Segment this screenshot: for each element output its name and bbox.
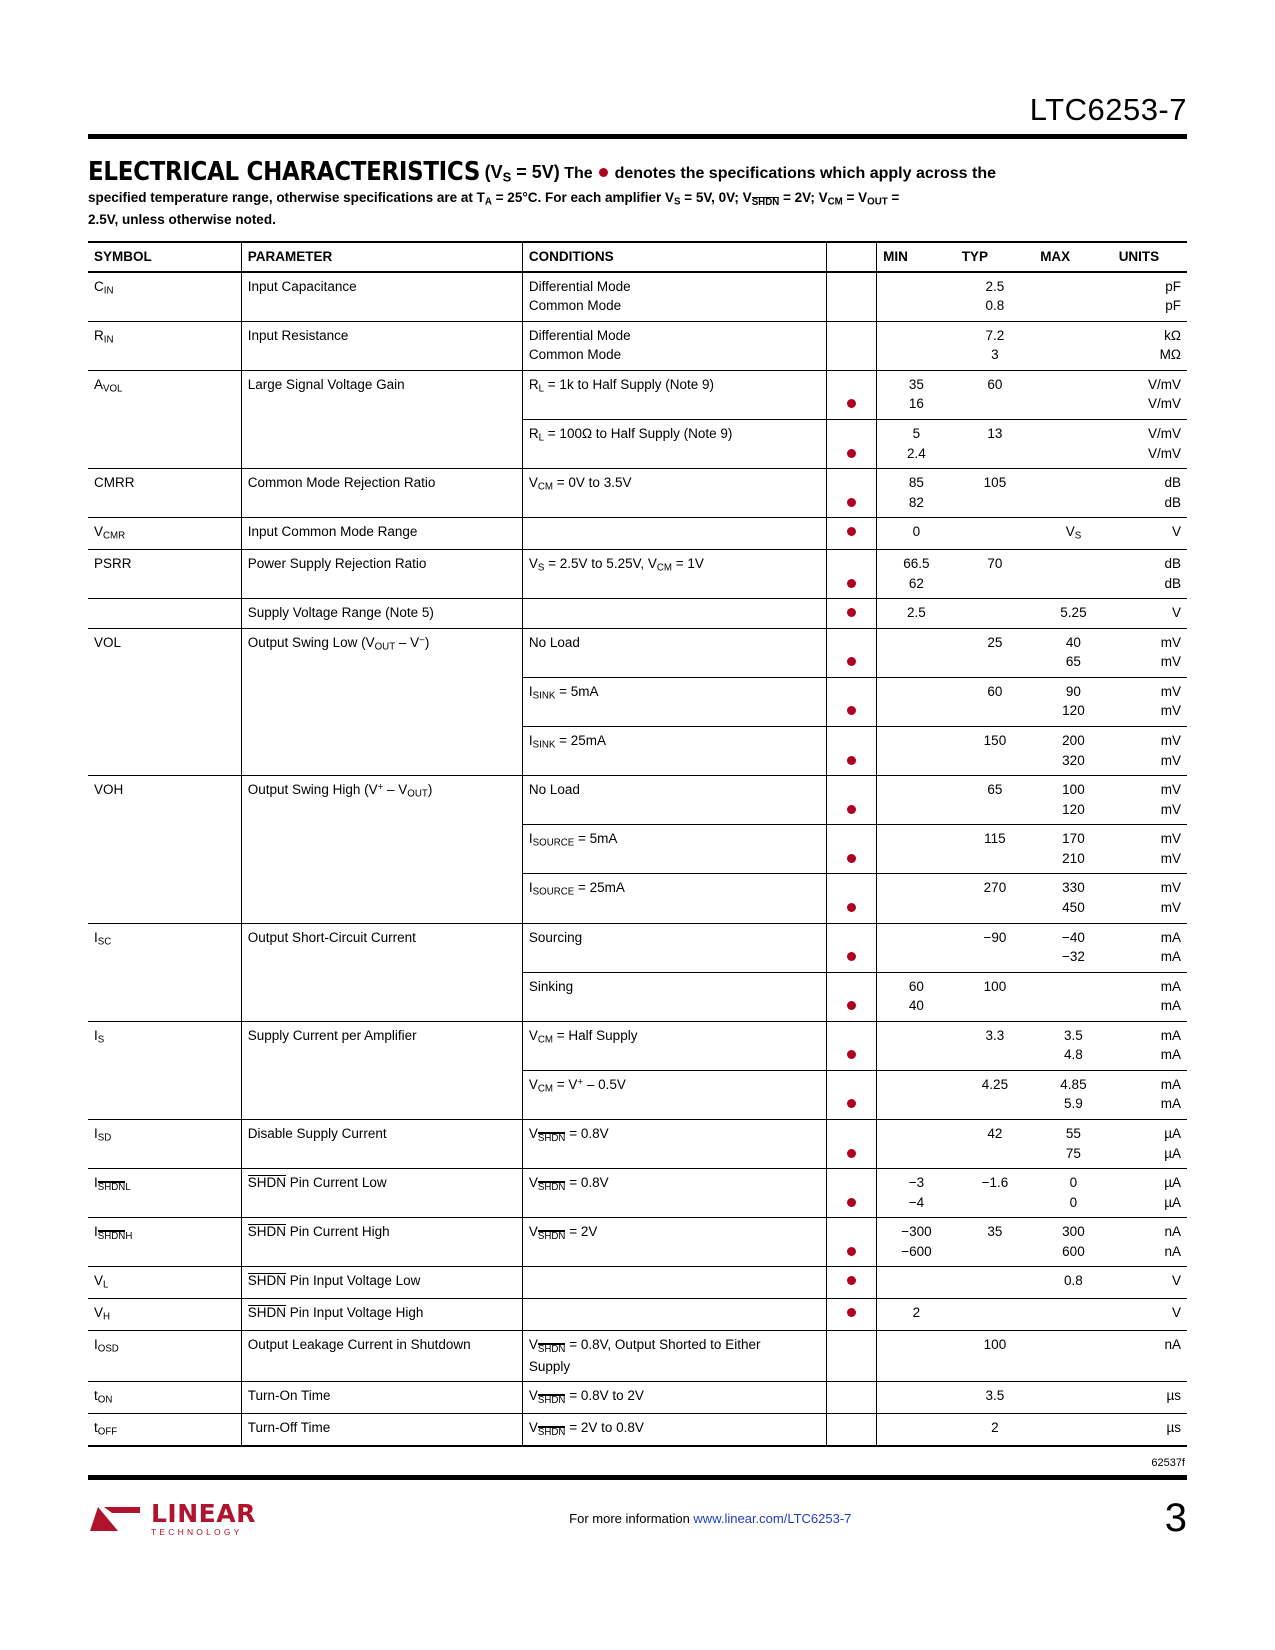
cell-symbol: [88, 874, 241, 923]
cell-dot: [827, 874, 877, 923]
cell-parameter: SHDN Pin Current Low: [241, 1169, 522, 1218]
cell-typ: 65: [956, 776, 1035, 825]
logo-wordmark: LINEAR: [151, 1498, 256, 1528]
cell-units: mA mA: [1113, 972, 1187, 1021]
cell-symbol: $t_{ON}$: [88, 1382, 241, 1414]
cell-min: [877, 727, 956, 776]
cell-dot: [827, 550, 877, 599]
footer-rule: [88, 1475, 1187, 1480]
cell-dot: [827, 1218, 877, 1267]
table-row: [88, 1267, 1187, 1299]
cell-symbol: $C_{IN}$: [88, 272, 241, 322]
cell-max: 3.5 4.8: [1034, 1021, 1113, 1070]
cell-typ: 115: [956, 825, 1035, 874]
cell-symbol: $I_{SC}$: [88, 923, 241, 972]
cell-min: [877, 1267, 956, 1299]
cell-symbol: $t_{OFF}$: [88, 1414, 241, 1445]
cell-typ: 60: [956, 677, 1035, 726]
cell-parameter: SHDN Pin Input Voltage Low: [241, 1267, 522, 1299]
cell-symbol: VOH: [88, 776, 241, 825]
cell-min: 66.5 62: [877, 550, 956, 599]
cell-max: [1034, 1414, 1113, 1445]
cell-units: kΩ MΩ: [1113, 321, 1187, 370]
cell-max: 55 75: [1034, 1120, 1113, 1169]
cell-units: mA mA: [1113, 923, 1187, 972]
cell-conditions: $V_{SHDN} = 0.8V$ to 2V: [522, 1382, 826, 1414]
cell-max: [1034, 1382, 1113, 1414]
cell-min: [877, 628, 956, 677]
linear-technology-logo: [88, 1498, 256, 1537]
cell-symbol: [88, 727, 241, 776]
cell-conditions: [522, 1267, 826, 1299]
spec-dot-icon: [847, 1149, 856, 1158]
cell-conditions: [522, 518, 826, 550]
cell-max: [1034, 272, 1113, 322]
cell-max: 0 0: [1034, 1169, 1113, 1218]
cell-conditions: $V_{SHDN} = 2V$: [522, 1218, 826, 1267]
table-bottom-rule: [88, 1445, 1187, 1447]
cell-units: µA µA: [1113, 1169, 1187, 1218]
cell-dot: [827, 1299, 877, 1331]
table-row: [88, 628, 1187, 677]
cell-dot: [827, 1120, 877, 1169]
spec-dot-icon: [847, 1247, 856, 1256]
cell-max: [1034, 972, 1113, 1021]
cell-conditions: $I_{SINK} = 5mA$: [522, 677, 826, 726]
cell-symbol: $V_H$: [88, 1299, 241, 1331]
cell-parameter: [241, 677, 522, 726]
spec-dot-icon: [847, 579, 856, 588]
cell-min: 60 40: [877, 972, 956, 1021]
table-row: [88, 825, 1187, 874]
cell-dot: [827, 469, 877, 518]
table-row: [88, 1218, 1187, 1267]
cell-symbol: $I_S$: [88, 1021, 241, 1070]
spec-dot-icon: [847, 952, 856, 961]
cell-symbol: [88, 599, 241, 629]
cell-symbol: [88, 677, 241, 726]
cell-min: [877, 825, 956, 874]
cell-conditions: $V_{CM}$ = Half Supply: [522, 1021, 826, 1070]
cell-typ: 2: [956, 1414, 1035, 1445]
cell-parameter: [241, 972, 522, 1021]
cell-max: [1034, 420, 1113, 469]
cell-dot: [827, 1267, 877, 1299]
cell-max: 300 600: [1034, 1218, 1113, 1267]
header-rule: [88, 134, 1187, 139]
cell-dot: [827, 370, 877, 419]
cell-typ: [956, 1299, 1035, 1331]
cell-parameter: Large Signal Voltage Gain: [241, 370, 522, 419]
cell-dot: [827, 1414, 877, 1445]
cell-max: [1034, 1331, 1113, 1382]
cell-typ: 3.3: [956, 1021, 1035, 1070]
cell-symbol: $V_L$: [88, 1267, 241, 1299]
cell-symbol: $I_{OSD}$: [88, 1331, 241, 1382]
cell-typ: 3.5: [956, 1382, 1035, 1414]
cell-conditions: $V_S = 2.5V$ to 5.25V, $V_{CM} = 1V$: [522, 550, 826, 599]
cell-typ: 13: [956, 420, 1035, 469]
product-link[interactable]: www.linear.com/LTC6253-7: [693, 1510, 852, 1526]
cell-dot: [827, 628, 877, 677]
cell-min: 2: [877, 1299, 956, 1331]
table-row: [88, 1070, 1187, 1119]
cell-parameter: Common Mode Rejection Ratio: [241, 469, 522, 518]
cell-units: µs: [1113, 1382, 1187, 1414]
cell-dot: [827, 420, 877, 469]
cell-dot: [827, 1021, 877, 1070]
cell-conditions: [522, 1299, 826, 1331]
cell-min: 5 2.4: [877, 420, 956, 469]
cell-typ: −90: [956, 923, 1035, 972]
cell-typ: 100: [956, 1331, 1035, 1382]
table-row: [88, 874, 1187, 923]
cell-units: mA mA: [1113, 1021, 1187, 1070]
cell-dot: [827, 776, 877, 825]
col-max: MAX: [1034, 242, 1113, 272]
cell-dot: [827, 825, 877, 874]
col-conditions: CONDITIONS: [522, 242, 826, 272]
cell-conditions: $V_{SHDN} = 2V$ to 0.8V: [522, 1414, 826, 1445]
cell-units: nA: [1113, 1331, 1187, 1382]
cell-conditions: Differential Mode Common Mode: [522, 272, 826, 322]
cell-typ: 4.25: [956, 1070, 1035, 1119]
spec-dot-icon: [847, 527, 856, 536]
cell-symbol: $I_{SHDNH}$: [88, 1218, 241, 1267]
cell-units: µA µA: [1113, 1120, 1187, 1169]
cell-symbol: [88, 1070, 241, 1119]
cell-min: [877, 677, 956, 726]
cell-min: 2.5: [877, 599, 956, 629]
cell-parameter: Power Supply Rejection Ratio: [241, 550, 522, 599]
spec-dot-icon: [847, 1001, 856, 1010]
cell-parameter: Output Swing Low $(V_{OUT} - V^-)$: [241, 628, 522, 677]
cell-max: 4.85 5.9: [1034, 1070, 1113, 1119]
spec-dot-icon: [847, 1099, 856, 1108]
table-row: [88, 469, 1187, 518]
table-row: [88, 1120, 1187, 1169]
table-row: [88, 272, 1187, 322]
logo-subtext: TECHNOLOGY: [151, 1526, 243, 1537]
cell-min: [877, 874, 956, 923]
cell-typ: 270: [956, 874, 1035, 923]
cell-units: V: [1113, 1299, 1187, 1331]
cell-dot: [827, 321, 877, 370]
table-row: [88, 923, 1187, 972]
spec-dot-icon: [847, 756, 856, 765]
cell-max: 330 450: [1034, 874, 1113, 923]
cell-parameter: [241, 825, 522, 874]
cell-typ: 60: [956, 370, 1035, 419]
cell-typ: 100: [956, 972, 1035, 1021]
cell-dot: [827, 599, 877, 629]
spec-dot-icon: [847, 1276, 856, 1285]
spec-dot-icon: [847, 498, 856, 507]
cell-max: −40 −32: [1034, 923, 1113, 972]
spec-dot-icon: [847, 1198, 856, 1207]
table-header-row: [88, 242, 1187, 272]
cell-max: [1034, 1299, 1113, 1331]
cell-min: 0: [877, 518, 956, 550]
spec-dot-icon: [847, 399, 856, 408]
spec-dot-icon: [847, 1050, 856, 1059]
table-row: [88, 1299, 1187, 1331]
cell-symbol: PSRR: [88, 550, 241, 599]
spec-dot-icon: [847, 706, 856, 715]
cell-min: [877, 272, 956, 322]
cell-dot: [827, 727, 877, 776]
cell-max: 5.25: [1034, 599, 1113, 629]
cell-symbol: VOL: [88, 628, 241, 677]
cell-conditions: Sourcing: [522, 923, 826, 972]
cell-min: [877, 1021, 956, 1070]
cell-conditions: $I_{SOURCE} = 5mA$: [522, 825, 826, 874]
cell-parameter: Input Capacitance: [241, 272, 522, 322]
cell-typ: 42: [956, 1120, 1035, 1169]
cell-min: 35 16: [877, 370, 956, 419]
page-footer: [88, 1496, 1187, 1541]
cell-max: 170 210: [1034, 825, 1113, 874]
cell-conditions: $I_{SOURCE} = 25mA$: [522, 874, 826, 923]
cell-conditions: $V_{CM} = V^+ - 0.5V$: [522, 1070, 826, 1119]
cell-dot: [827, 272, 877, 322]
cell-units: µs: [1113, 1414, 1187, 1445]
cell-min: [877, 923, 956, 972]
cell-max: [1034, 321, 1113, 370]
cell-units: mA mA: [1113, 1070, 1187, 1119]
table-row: [88, 1021, 1187, 1070]
table-row: [88, 599, 1187, 629]
table-row: [88, 321, 1187, 370]
cell-symbol: [88, 825, 241, 874]
cell-min: −3 −4: [877, 1169, 956, 1218]
table-row: [88, 776, 1187, 825]
table-row: [88, 518, 1187, 550]
cell-dot: [827, 518, 877, 550]
cell-min: [877, 1382, 956, 1414]
cell-typ: 25: [956, 628, 1035, 677]
cell-dot: [827, 1169, 877, 1218]
cell-units: V: [1113, 518, 1187, 550]
cell-min: [877, 1331, 956, 1382]
cell-conditions: $V_{SHDN} = 0.8V$, Output Shorted to Either Supply: [522, 1331, 826, 1382]
cell-parameter: Turn-Off Time: [241, 1414, 522, 1445]
cell-max: [1034, 550, 1113, 599]
table-row: [88, 1331, 1187, 1382]
cell-units: dB dB: [1113, 469, 1187, 518]
col-parameter: PARAMETER: [241, 242, 522, 272]
page-title: LTC6253-7: [1029, 92, 1187, 127]
section-note: specified temperature range, otherwise specifications are at $T_A = 25^\circ C$. For each amplifier $V_S = 5V$, 0V; $V_{SHDN} = 2V$; $V_{CM} = V_{OUT}$ = 2.5V, unless otherwise noted.: [88, 190, 900, 227]
cell-max: 100 120: [1034, 776, 1113, 825]
document-code: 62537f: [1151, 1456, 1185, 1469]
cell-max: 0.8: [1034, 1267, 1113, 1299]
cell-typ: 70: [956, 550, 1035, 599]
cell-conditions: Sinking: [522, 972, 826, 1021]
cell-min: [877, 776, 956, 825]
cell-parameter: Output Swing High $(V^+ - V_{OUT})$: [241, 776, 522, 825]
cell-max: 40 65: [1034, 628, 1113, 677]
cell-units: V/mV V/mV: [1113, 370, 1187, 419]
col-symbol: SYMBOL: [88, 242, 241, 272]
table-row: [88, 550, 1187, 599]
col-units: UNITS: [1113, 242, 1187, 272]
spec-dot-icon: [847, 854, 856, 863]
spec-dot-icon: [847, 805, 856, 814]
col-typ: TYP: [956, 242, 1035, 272]
cell-parameter: Input Resistance: [241, 321, 522, 370]
col-dot: [827, 242, 877, 272]
cell-symbol: CMRR: [88, 469, 241, 518]
cell-units: mV mV: [1113, 677, 1187, 726]
spec-dot-icon: [847, 608, 856, 617]
cell-typ: 35: [956, 1218, 1035, 1267]
cell-min: 85 82: [877, 469, 956, 518]
cell-parameter: Turn-On Time: [241, 1382, 522, 1414]
cell-units: V/mV V/mV: [1113, 420, 1187, 469]
cell-dot: [827, 923, 877, 972]
cell-max: 200 320: [1034, 727, 1113, 776]
cell-min: [877, 321, 956, 370]
cell-max: [1034, 370, 1113, 419]
cell-conditions: [522, 599, 826, 629]
section-header: [88, 157, 1187, 229]
cell-units: mV mV: [1113, 825, 1187, 874]
cell-units: mV mV: [1113, 727, 1187, 776]
cell-units: pF pF: [1113, 272, 1187, 322]
cell-symbol: $R_{IN}$: [88, 321, 241, 370]
cell-min: [877, 1414, 956, 1445]
cell-units: mV mV: [1113, 776, 1187, 825]
cell-typ: 2.5 0.8: [956, 272, 1035, 322]
table-row: [88, 420, 1187, 469]
cell-parameter: Output Short-Circuit Current: [241, 923, 522, 972]
cell-dot: [827, 1331, 877, 1382]
cell-max: $V_S$: [1034, 518, 1113, 550]
cell-parameter: Output Leakage Current in Shutdown: [241, 1331, 522, 1382]
cell-typ: 105: [956, 469, 1035, 518]
cell-max: 90 120: [1034, 677, 1113, 726]
cell-typ: [956, 518, 1035, 550]
cell-symbol: $A_{VOL}$: [88, 370, 241, 419]
cell-parameter: SHDN Pin Input Voltage High: [241, 1299, 522, 1331]
cell-parameter: [241, 420, 522, 469]
cell-min: [877, 1070, 956, 1119]
col-min: MIN: [877, 242, 956, 272]
cell-parameter: Disable Supply Current: [241, 1120, 522, 1169]
cell-typ: 7.2 3: [956, 321, 1035, 370]
cell-units: mV mV: [1113, 874, 1187, 923]
cell-conditions: Differential Mode Common Mode: [522, 321, 826, 370]
table-row: [88, 1169, 1187, 1218]
cell-conditions: $V_{SHDN} = 0.8V$: [522, 1169, 826, 1218]
cell-conditions: No Load: [522, 628, 826, 677]
cell-units: mV mV: [1113, 628, 1187, 677]
cell-units: V: [1113, 599, 1187, 629]
spec-dot-icon: [847, 657, 856, 666]
cell-conditions: $I_{SINK} = 25mA$: [522, 727, 826, 776]
cell-parameter: Supply Current per Amplifier: [241, 1021, 522, 1070]
cell-conditions: $R_L = 1k$ to Half Supply (Note 9): [522, 370, 826, 419]
more-info-text: For more information: [569, 1510, 694, 1526]
cell-units: dB dB: [1113, 550, 1187, 599]
spec-dot-icon: [847, 449, 856, 458]
cell-conditions: $V_{CM} = 0V$ to 3.5V: [522, 469, 826, 518]
electrical-characteristics-table: [88, 241, 1187, 1445]
cell-units: V: [1113, 1267, 1187, 1299]
cell-typ: 150: [956, 727, 1035, 776]
cell-typ: [956, 599, 1035, 629]
cell-parameter: Supply Voltage Range (Note 5): [241, 599, 522, 629]
cell-conditions: $R_L = 100\Omega$ to Half Supply (Note 9): [522, 420, 826, 469]
table-row: [88, 1414, 1187, 1445]
table-row: [88, 972, 1187, 1021]
lt-triangle-icon: [88, 1501, 144, 1535]
cell-parameter: Input Common Mode Range: [241, 518, 522, 550]
cell-min: −300 −600: [877, 1218, 956, 1267]
cell-dot: [827, 1070, 877, 1119]
spec-dot-icon: [847, 1308, 856, 1317]
cell-dot: [827, 677, 877, 726]
table-row: [88, 677, 1187, 726]
cell-symbol: $I_{SD}$: [88, 1120, 241, 1169]
table-row: [88, 370, 1187, 419]
cell-symbol: $I_{SHDNL}$: [88, 1169, 241, 1218]
section-title: ELECTRICAL CHARACTERISTICS: [88, 157, 481, 187]
cell-symbol: [88, 972, 241, 1021]
cell-units: nA nA: [1113, 1218, 1187, 1267]
table-row: [88, 1382, 1187, 1414]
cell-min: [877, 1120, 956, 1169]
section-condition: $(V_S = 5V)$ The denotes the specifications which apply across the: [484, 162, 997, 185]
cell-parameter: SHDN Pin Current High: [241, 1218, 522, 1267]
cell-symbol: $V_{CMR}$: [88, 518, 241, 550]
cell-max: [1034, 469, 1113, 518]
table-row: [88, 727, 1187, 776]
cell-dot: [827, 972, 877, 1021]
cell-typ: −1.6: [956, 1169, 1035, 1218]
spec-dot-icon: [847, 903, 856, 912]
cell-parameter: [241, 1070, 522, 1119]
cell-parameter: [241, 727, 522, 776]
cell-symbol: [88, 420, 241, 469]
more-information: [569, 1511, 851, 1526]
cell-conditions: No Load: [522, 776, 826, 825]
cell-typ: [956, 1267, 1035, 1299]
cell-conditions: $V_{SHDN} = 0.8V$: [522, 1120, 826, 1169]
cell-dot: [827, 1382, 877, 1414]
page-number: 3: [1164, 1495, 1187, 1540]
cell-parameter: [241, 874, 522, 923]
red-dot-icon: [599, 168, 608, 177]
